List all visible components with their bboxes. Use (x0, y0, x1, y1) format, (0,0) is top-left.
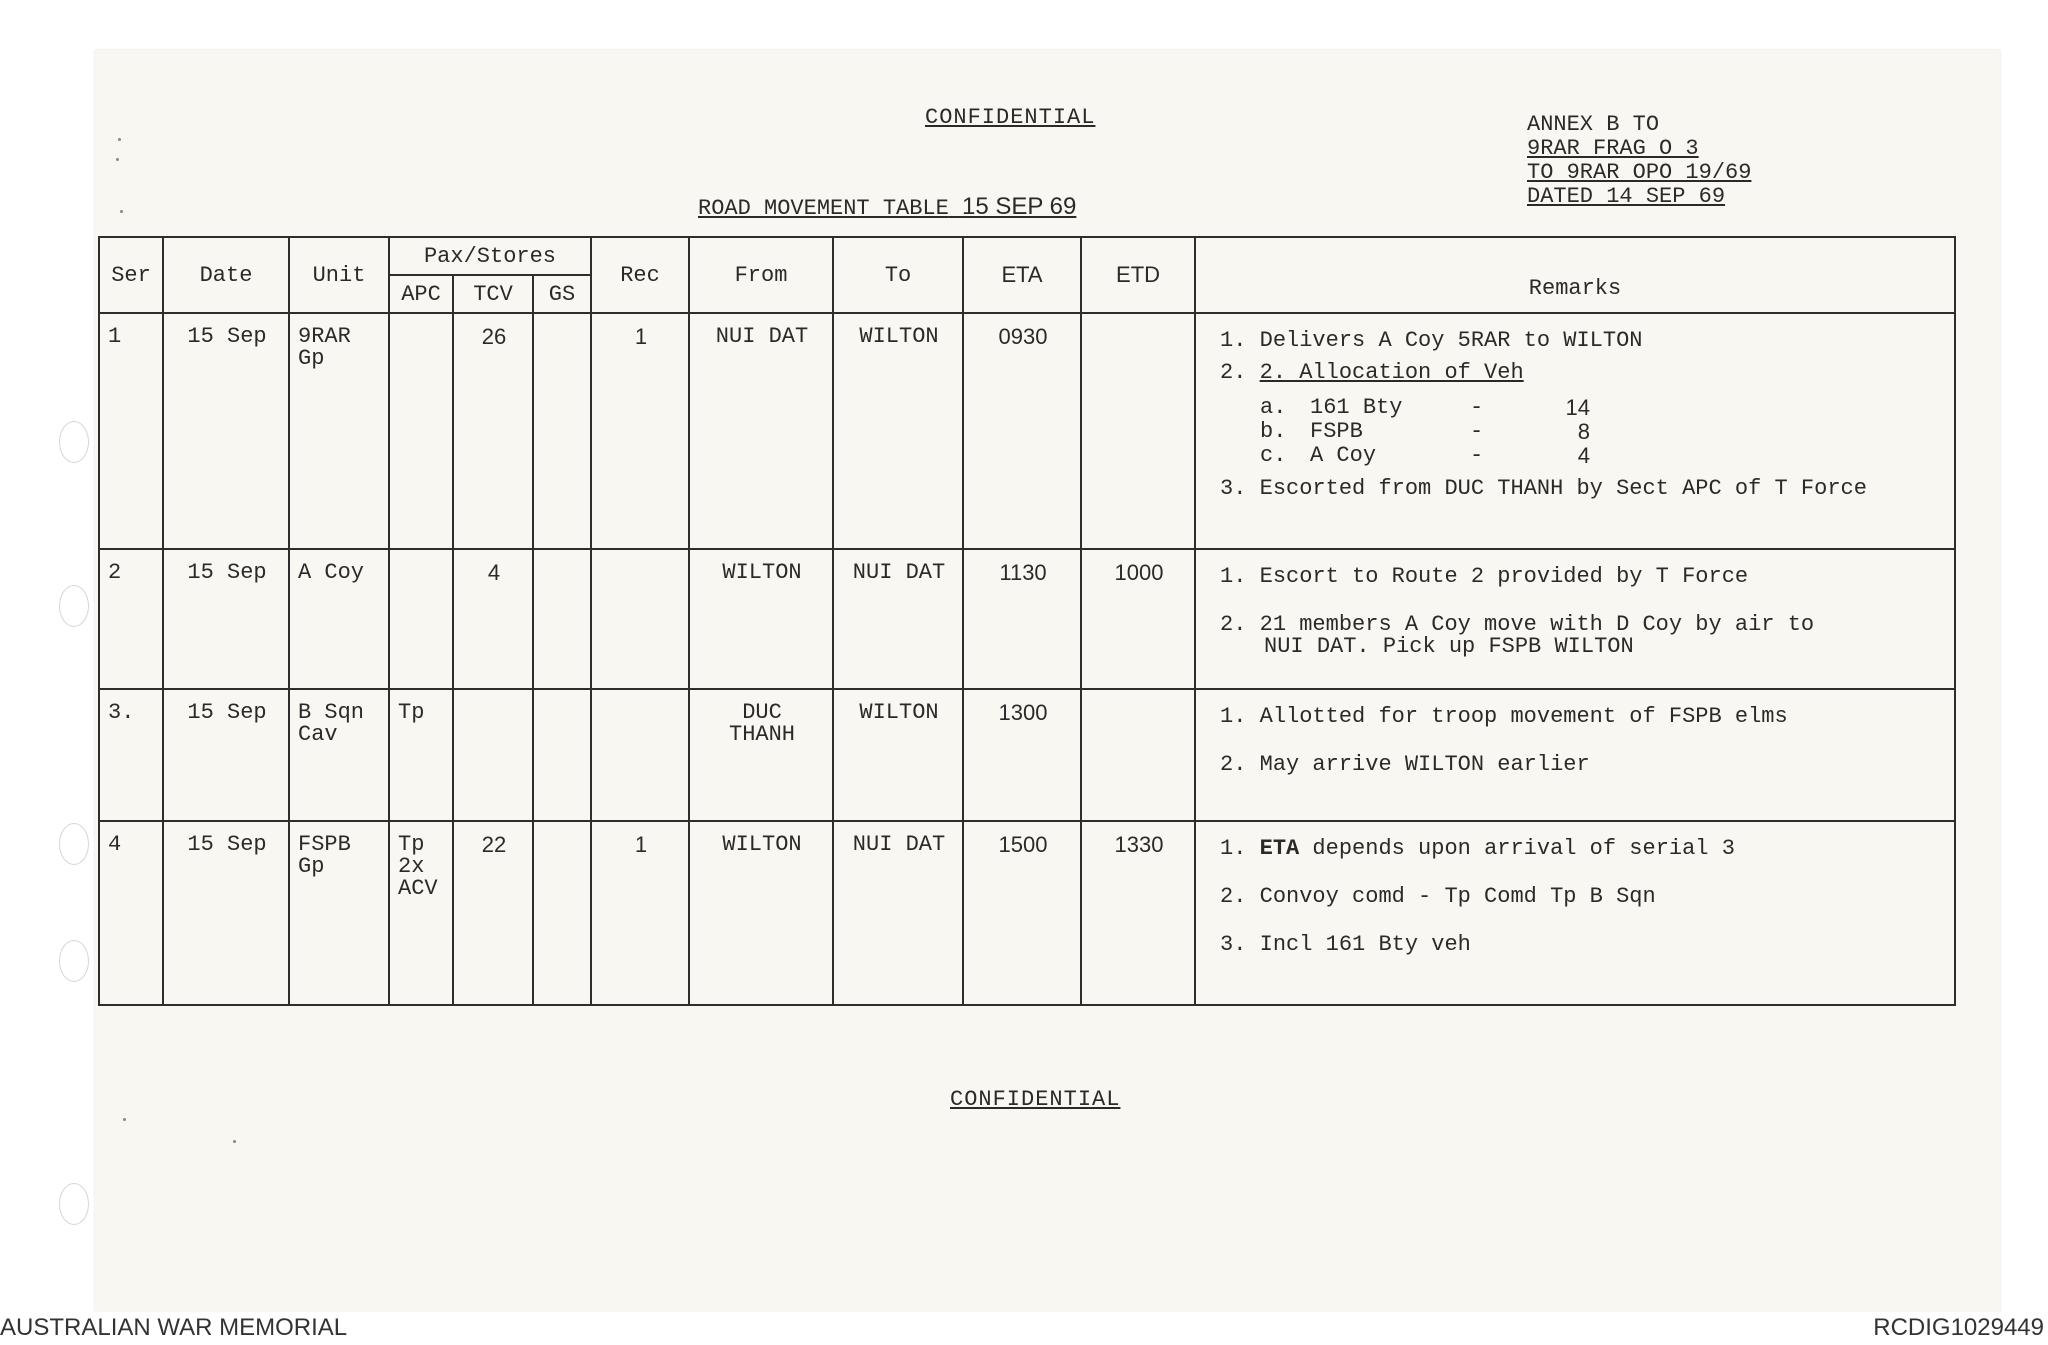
cell-tcv: 26 (453, 313, 533, 549)
cell-remarks (1195, 821, 1955, 1005)
remark-item: 1. Escort to Route 2 provided by T Force (1220, 564, 1749, 589)
cell-ser: 1 (99, 313, 163, 549)
cell-unit (289, 689, 389, 821)
col-header-rec: Rec (591, 237, 689, 313)
annex-line: DATED 14 SEP 69 (1527, 184, 1726, 209)
annex-line: TO 9RAR OPO 19/69 (1527, 160, 1752, 185)
col-header-from: From (689, 237, 833, 313)
cell-tcv: 22 (453, 821, 533, 1005)
cell-date: 15 Sep (163, 313, 289, 549)
header-row (99, 237, 1955, 275)
col-header-ser: Ser (99, 237, 163, 313)
remark-item: 1. Delivers A Coy 5RAR to WILTON (1220, 328, 1643, 353)
remark-item: 3. Incl 161 Bty veh (1220, 932, 1471, 957)
cell-date: 15 Sep (163, 549, 289, 689)
allocation-value: 8 (1577, 419, 1591, 444)
cell-unit: A Coy (289, 549, 389, 689)
cell-date: 15 Sep (163, 821, 289, 1005)
cell-remarks (1195, 313, 1955, 549)
allocation-key: b. (1260, 419, 1287, 444)
col-header-eta: ETA (963, 237, 1081, 313)
cell-from: NUI DAT (689, 313, 833, 549)
remark-heading: 2. Allocation of Veh (1259, 360, 1524, 385)
unit-line: B Sqn (298, 700, 365, 725)
cell-apc: Tp (389, 689, 453, 821)
remark-continuation: NUI DAT. Pick up FSPB WILTON (1264, 634, 1634, 659)
col-header-etd: ETD (1081, 237, 1195, 313)
cell-etd (1081, 313, 1195, 549)
paper-speck (116, 158, 119, 161)
col-header-gs: GS (533, 275, 591, 313)
cell-ser: 3. (99, 689, 163, 821)
allocation-list (1260, 396, 1948, 468)
title-date: 15 SEP 69 (962, 193, 1077, 220)
table-row (99, 549, 1955, 689)
archive-footer (0, 1312, 2048, 1345)
annex-reference (1527, 113, 1751, 209)
col-header-remarks: Remarks (1195, 237, 1955, 313)
cell-date: 15 Sep (163, 689, 289, 821)
archive-id: RCDIG1029449 (1873, 1314, 2044, 1341)
allocation-name: FSPB (1310, 419, 1363, 444)
cell-remarks (1195, 549, 1955, 689)
cell-apc (389, 549, 453, 689)
table-row (99, 821, 1955, 1005)
unit-line: 9RAR (298, 324, 351, 349)
classification-bottom: CONFIDENTIAL (950, 1087, 1121, 1112)
remark-item: 3. Escorted from DUC THANH by Sect APC of T Force (1220, 476, 1867, 501)
cell-to: WILTON (833, 313, 963, 549)
cell-gs (533, 549, 591, 689)
apc-line: ACV (398, 876, 438, 901)
paper-speck (233, 1140, 236, 1143)
cell-apc (389, 821, 453, 1005)
cell-from: WILTON (689, 821, 833, 1005)
col-header-tcv: TCV (453, 275, 533, 313)
allocation-name: A Coy (1310, 443, 1377, 468)
paper-speck (118, 138, 121, 141)
punch-hole (59, 823, 89, 865)
allocation-value: 14 (1565, 395, 1591, 420)
allocation-dash: - (1470, 395, 1484, 420)
cell-rec (591, 689, 689, 821)
cell-apc (389, 313, 453, 549)
remark-item: 2. May arrive WILTON earlier (1220, 752, 1590, 777)
title-text: ROAD MOVEMENT TABLE (698, 196, 949, 221)
cell-to: NUI DAT (833, 821, 963, 1005)
unit-line: Gp (298, 346, 325, 371)
col-header-date: Date (163, 237, 289, 313)
punch-hole (59, 1183, 89, 1225)
allocation-key: c. (1260, 443, 1287, 468)
paper-speck (123, 1118, 126, 1121)
remark-number: 2. (1220, 360, 1260, 385)
table-row (99, 313, 1955, 549)
cell-rec: 1 (591, 821, 689, 1005)
cell-remarks (1195, 689, 1955, 821)
allocation-value: 4 (1577, 443, 1591, 468)
document-title (698, 193, 1076, 221)
from-line: THANH (729, 722, 796, 747)
apc-line: Tp (398, 832, 425, 857)
punch-hole (59, 421, 89, 463)
punch-hole (59, 585, 89, 627)
remark-item: 2. Convoy comd - Tp Comd Tp B Sqn (1220, 884, 1656, 909)
cell-tcv (453, 689, 533, 821)
allocation-row (1260, 444, 1948, 468)
table-row (99, 689, 1955, 821)
road-movement-table (98, 236, 1956, 1006)
cell-to: NUI DAT (833, 549, 963, 689)
cell-ser: 4 (99, 821, 163, 1005)
unit-line: Gp (298, 854, 325, 879)
from-line: DUC (742, 700, 782, 725)
paper-speck (120, 210, 123, 213)
cell-eta: 1130 (963, 549, 1081, 689)
cell-eta: 0930 (963, 313, 1081, 549)
allocation-name: 161 Bty (1310, 395, 1403, 420)
cell-etd (1081, 689, 1195, 821)
remark-text: depends upon arrival of serial 3 (1299, 836, 1735, 861)
cell-gs (533, 313, 591, 549)
cell-from (689, 689, 833, 821)
cell-tcv: 4 (453, 549, 533, 689)
cell-unit (289, 313, 389, 549)
cell-from: WILTON (689, 549, 833, 689)
col-header-apc: APC (389, 275, 453, 313)
cell-rec (591, 549, 689, 689)
remark-item: 1. Allotted for troop movement of FSPB elms (1220, 704, 1788, 729)
remark-item (1220, 362, 1948, 384)
cell-gs (533, 821, 591, 1005)
cell-rec: 1 (591, 313, 689, 549)
allocation-row (1260, 396, 1948, 420)
annex-line: ANNEX B TO (1527, 112, 1660, 137)
cell-eta: 1300 (963, 689, 1081, 821)
remark-number: 1. (1220, 836, 1260, 861)
col-header-unit: Unit (289, 237, 389, 313)
unit-line: Cav (298, 722, 338, 747)
remark-item: 2. 21 members A Coy move with D Coy by air to (1220, 612, 1815, 637)
punch-hole (59, 940, 89, 982)
classification-top: CONFIDENTIAL (925, 105, 1096, 130)
archive-name: AUSTRALIAN WAR MEMORIAL (0, 1314, 348, 1341)
remark-bold-term: ETA (1259, 836, 1300, 861)
allocation-dash: - (1470, 419, 1484, 444)
cell-ser: 2 (99, 549, 163, 689)
allocation-row (1260, 420, 1948, 444)
allocation-key: a. (1260, 395, 1287, 420)
col-header-pax-stores: Pax/Stores (389, 237, 591, 275)
apc-line: 2x (398, 854, 425, 879)
col-header-to: To (833, 237, 963, 313)
remark-item (1220, 838, 1948, 860)
allocation-dash: - (1470, 443, 1484, 468)
unit-line: FSPB (298, 832, 351, 857)
cell-etd: 1000 (1081, 549, 1195, 689)
cell-gs (533, 689, 591, 821)
cell-eta: 1500 (963, 821, 1081, 1005)
cell-to: WILTON (833, 689, 963, 821)
cell-unit (289, 821, 389, 1005)
cell-etd: 1330 (1081, 821, 1195, 1005)
annex-line: 9RAR FRAG O 3 (1527, 136, 1699, 161)
